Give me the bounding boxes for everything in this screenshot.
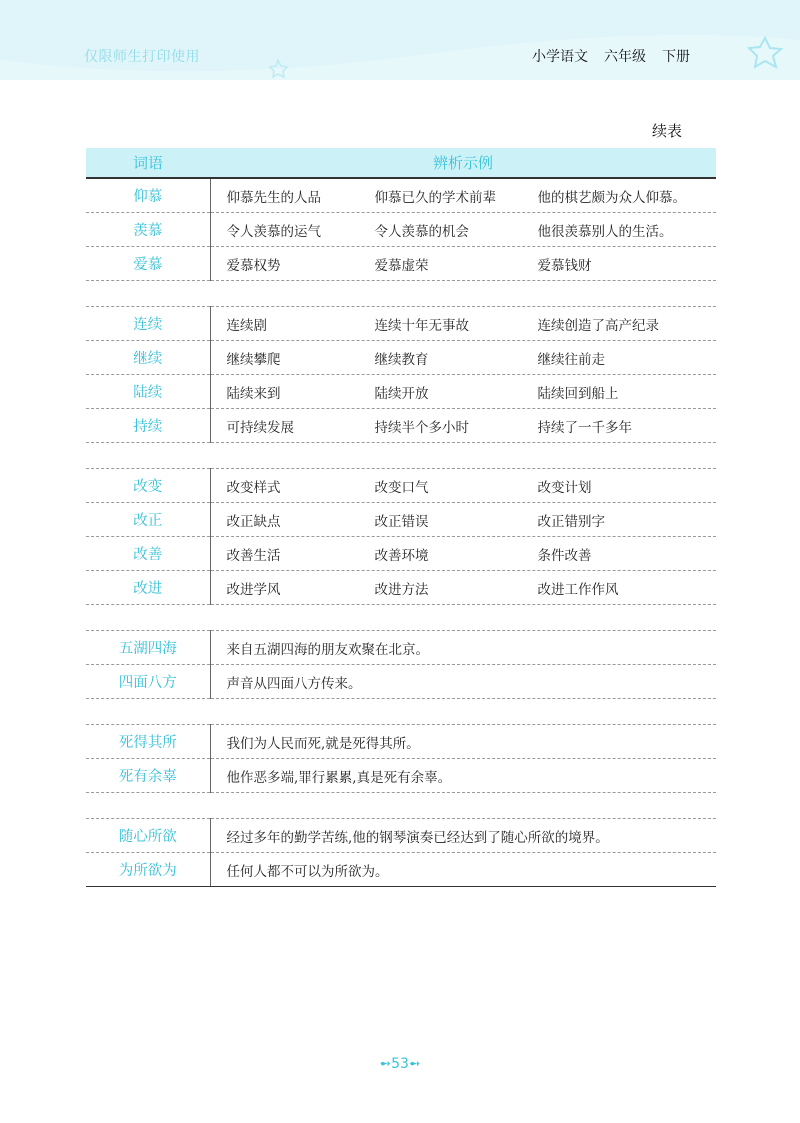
table-row (86, 341, 716, 375)
subject-label: 小学语文 (532, 49, 588, 65)
term-cell: 改进 (86, 571, 210, 605)
table-body (86, 178, 716, 887)
page-ornament-right-icon: ➻ (408, 1056, 421, 1072)
example-phrase: 仰慕已久的学术前辈 (374, 189, 496, 206)
table-row (86, 469, 716, 503)
column-header-term: 词语 (86, 148, 210, 178)
term-cell: 改善 (86, 537, 210, 571)
example-cell (210, 341, 716, 375)
example-sentence: 声音从四面八方传来。 (226, 675, 362, 692)
example-cell (210, 571, 716, 605)
example-phrase: 改变计划 (537, 479, 592, 496)
table-row (86, 213, 716, 247)
table-row (86, 409, 716, 443)
group-separator (86, 793, 716, 819)
term-cell: 羡慕 (86, 213, 210, 247)
volume-label: 下册 (662, 49, 690, 65)
example-phrase: 改善生活 (226, 547, 281, 564)
example-phrase: 改善环境 (374, 547, 429, 564)
term-cell: 仰慕 (86, 178, 210, 213)
example-sentence: 他作恶多端,罪行累累,真是死有余辜。 (226, 769, 452, 786)
example-phrase: 改进工作作风 (537, 581, 619, 598)
table-row (86, 503, 716, 537)
example-phrase: 改正缺点 (226, 513, 281, 530)
star-icon (749, 38, 781, 67)
table-row (86, 725, 716, 759)
example-phrase: 陆续开放 (374, 385, 429, 402)
example-sentence: 经过多年的勤学苦练,他的钢琴演奏已经达到了随心所欲的境界。 (226, 829, 609, 846)
example-cell (210, 725, 716, 759)
term-cell: 持续 (86, 409, 210, 443)
example-phrase: 改正错别字 (537, 513, 605, 530)
example-phrase: 令人羡慕的机会 (374, 223, 469, 240)
group-separator (86, 605, 716, 631)
table-row (86, 178, 716, 213)
example-phrase: 继续攀爬 (226, 351, 281, 368)
example-cell (210, 213, 716, 247)
term-cell: 死得其所 (86, 725, 210, 759)
example-cell (210, 503, 716, 537)
example-phrase: 他很羡慕别人的生活。 (537, 223, 673, 240)
example-phrase: 改进方法 (374, 581, 429, 598)
term-cell: 陆续 (86, 375, 210, 409)
term-cell: 改正 (86, 503, 210, 537)
example-phrase: 他的棋艺颇为众人仰慕。 (537, 189, 686, 206)
example-phrase: 持续了一千多年 (537, 419, 632, 436)
example-phrase: 条件改善 (537, 547, 592, 564)
example-cell (210, 469, 716, 503)
table-row (86, 307, 716, 341)
table-row (86, 631, 716, 665)
example-cell (210, 409, 716, 443)
term-cell: 随心所欲 (86, 819, 210, 853)
example-phrase: 连续剧 (226, 317, 267, 334)
example-phrase: 连续创造了高产纪录 (537, 317, 659, 334)
table-header-row (86, 148, 716, 178)
example-cell (210, 375, 716, 409)
example-phrase: 爱慕权势 (226, 257, 281, 274)
column-header-examples: 辨析示例 (210, 148, 716, 178)
example-cell (210, 631, 716, 665)
example-phrase: 陆续来到 (226, 385, 281, 402)
example-sentence: 任何人都不可以为所欲为。 (226, 863, 389, 880)
table-row (86, 665, 716, 699)
example-cell (210, 178, 716, 213)
continued-label: 续表 (652, 122, 683, 140)
example-cell (210, 665, 716, 699)
term-cell: 继续 (86, 341, 210, 375)
term-cell: 死有余辜 (86, 759, 210, 793)
example-phrase: 连续十年无事故 (374, 317, 469, 334)
term-cell: 四面八方 (86, 665, 210, 699)
example-cell (210, 819, 716, 853)
example-phrase: 继续教育 (374, 351, 429, 368)
example-phrase: 改正错误 (374, 513, 429, 530)
header-band (0, 0, 800, 80)
table-row (86, 247, 716, 281)
watermark: 仅限师生打印使用 (84, 49, 200, 65)
example-phrase: 持续半个多小时 (374, 419, 469, 436)
table-row (86, 571, 716, 605)
group-separator (86, 443, 716, 469)
book-info (532, 46, 690, 66)
example-phrase: 继续往前走 (537, 351, 605, 368)
group-separator (86, 281, 716, 307)
example-phrase: 爱慕虚荣 (374, 257, 429, 274)
page-ornament-left-icon: ➻ (379, 1056, 392, 1072)
word-analysis-table (86, 148, 716, 887)
grade-label: 六年级 (604, 49, 646, 65)
page-number-value: 53 (391, 1056, 409, 1072)
term-cell: 改变 (86, 469, 210, 503)
example-phrase: 爱慕钱财 (537, 257, 592, 274)
group-separator (86, 699, 716, 725)
example-phrase: 仰慕先生的人品 (226, 189, 321, 206)
example-phrase: 可持续发展 (226, 419, 294, 436)
table-row (86, 819, 716, 853)
header-decoration (0, 0, 800, 80)
example-sentence: 来自五湖四海的朋友欢聚在北京。 (226, 641, 429, 658)
term-cell: 爱慕 (86, 247, 210, 281)
example-cell (210, 537, 716, 571)
example-cell (210, 247, 716, 281)
page-number (0, 1056, 800, 1072)
example-phrase: 令人羡慕的运气 (226, 223, 321, 240)
table-row (86, 853, 716, 887)
example-cell (210, 307, 716, 341)
table-row (86, 759, 716, 793)
example-phrase: 陆续回到船上 (537, 385, 619, 402)
term-cell: 五湖四海 (86, 631, 210, 665)
example-phrase: 改变口气 (374, 479, 429, 496)
term-cell: 连续 (86, 307, 210, 341)
example-phrase: 改变样式 (226, 479, 281, 496)
example-phrase: 改进学风 (226, 581, 281, 598)
example-cell (210, 759, 716, 793)
example-sentence: 我们为人民而死,就是死得其所。 (226, 735, 420, 752)
table-row (86, 375, 716, 409)
term-cell: 为所欲为 (86, 853, 210, 887)
example-cell (210, 853, 716, 887)
table-row (86, 537, 716, 571)
